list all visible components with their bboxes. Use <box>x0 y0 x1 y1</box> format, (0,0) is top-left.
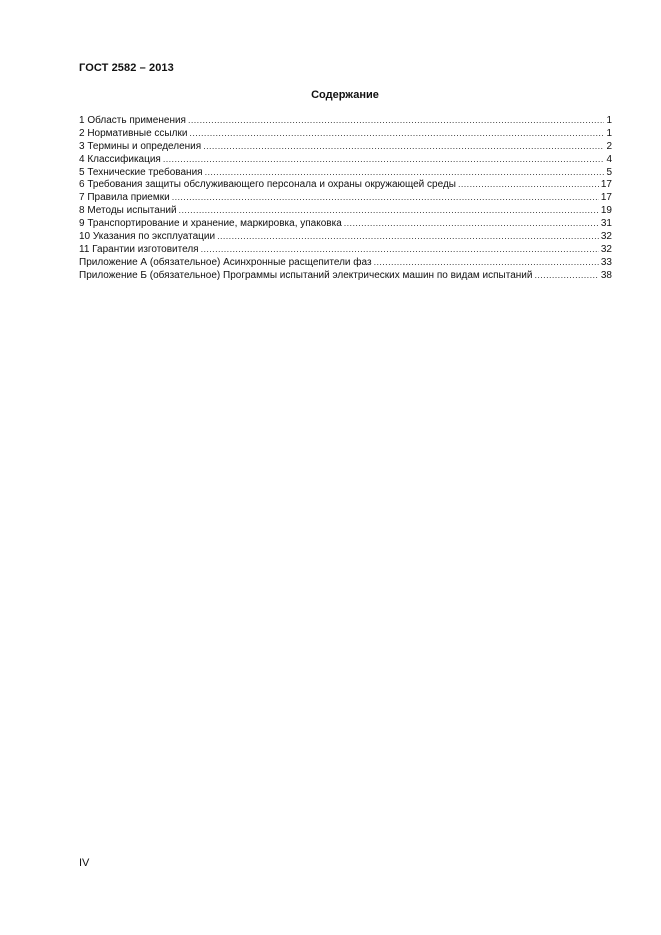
toc-leader-dots <box>217 230 599 243</box>
toc-leader-dots <box>172 191 599 204</box>
toc-entry-title: 9 Транспортирование и хранение, маркировка, упаковка <box>79 218 342 230</box>
toc-entry-page: 38 <box>600 269 612 281</box>
toc-entry <box>79 127 612 140</box>
toc-leader-dots <box>163 153 605 166</box>
toc-entry-page: 1 <box>606 115 612 126</box>
toc-entry-title: 1 Область применения <box>79 115 186 126</box>
toc-entry <box>79 217 612 230</box>
toc-entry-page: 2 <box>606 140 612 152</box>
toc-entry-page: 19 <box>600 205 612 217</box>
toc-entry <box>79 140 612 153</box>
toc-entry-title: 6 Требования защиты обслуживающего персонала и охраны окружающей среды <box>79 179 456 191</box>
toc-leader-dots <box>189 127 604 140</box>
toc-entry <box>79 256 612 269</box>
toc-leader-dots <box>344 217 599 230</box>
toc-entry-title: 2 Нормативные ссылки <box>79 127 188 139</box>
toc-entry <box>79 114 612 127</box>
toc-leader-dots <box>205 166 605 179</box>
toc-entry-title: 5 Технические требования <box>79 166 203 178</box>
toc-leader-dots <box>374 256 599 269</box>
toc-entry-title: 4 Классификация <box>79 153 161 165</box>
toc-entry <box>79 153 612 166</box>
page-number: IV <box>79 857 90 869</box>
toc-entry-title: 8 Методы испытаний <box>79 205 177 217</box>
toc-leader-dots <box>203 140 604 153</box>
toc-entry-title: Приложение А (обязательное) Асинхронные расщепители фаз <box>79 256 372 268</box>
toc-leader-dots <box>188 114 604 127</box>
toc-entry <box>79 269 612 282</box>
toc-entry-page: 4 <box>606 153 612 165</box>
toc-entry <box>79 166 612 179</box>
toc-leader-dots <box>179 204 599 217</box>
toc-entry-page: 32 <box>600 243 612 255</box>
toc-heading: Содержание <box>311 89 379 101</box>
toc-entry-page: 17 <box>600 179 612 191</box>
toc-entry-title: 3 Термины и определения <box>79 140 202 152</box>
toc-leader-dots <box>458 178 599 191</box>
toc-entry-page: 5 <box>606 166 612 178</box>
toc-entry-page: 1 <box>606 127 612 139</box>
toc-entry <box>79 178 612 191</box>
toc-entry-page: 33 <box>600 256 612 268</box>
table-of-contents <box>79 114 612 282</box>
document-header-code: ГОСТ 2582 – 2013 <box>79 62 174 74</box>
toc-entry-page: 32 <box>600 231 612 243</box>
toc-leader-dots <box>201 243 599 256</box>
toc-entry-title: 11 Гарантии изготовителя <box>79 243 199 255</box>
toc-entry <box>79 204 612 217</box>
toc-entry-title: 10 Указания по эксплуатации <box>79 231 216 243</box>
toc-entry <box>79 230 612 243</box>
toc-entry <box>79 191 612 204</box>
toc-leader-dots <box>534 269 598 282</box>
toc-entry-page: 17 <box>600 192 612 204</box>
toc-entry <box>79 243 612 256</box>
toc-entry-title: Приложение Б (обязательное) Программы испытаний электрических машин по видам испытаний <box>79 269 533 281</box>
toc-entry-title: 7 Правила приемки <box>79 192 170 204</box>
toc-entry-page: 31 <box>600 218 612 230</box>
